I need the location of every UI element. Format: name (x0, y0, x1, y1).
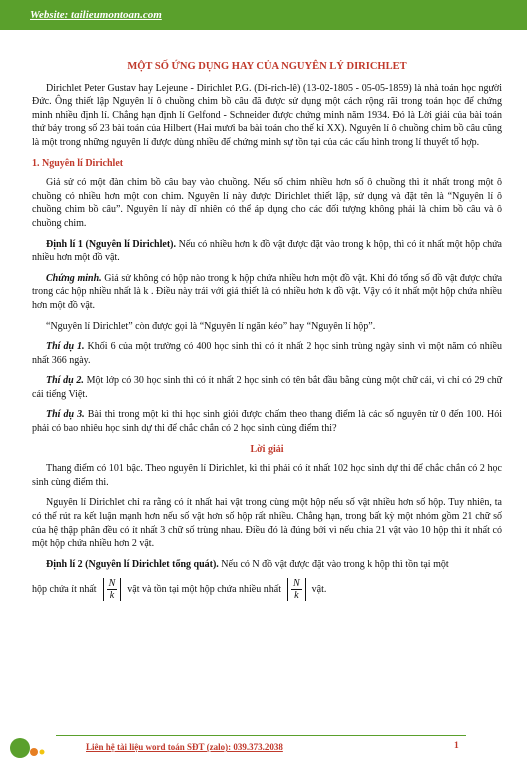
page-number: 1 (454, 741, 459, 751)
theorem-1-label: Định lí 1 (Nguyên lí Dirichlet). (46, 238, 176, 250)
formula-text-a: hộp chứa ít nhất (32, 584, 97, 596)
theorem-2-text: Nếu có N đồ vật được đặt vào trong k hộp thì tồn tại một (218, 558, 449, 570)
fraction-numerator: N (292, 578, 300, 590)
solution-paragraph-1: Thang điểm có 101 bậc. Theo nguyên lí Dirichlet, kì thi phải có ít nhất 102 học sinh dự thi để chắc chắn có 2 học sinh cùng điểm thi. (32, 463, 502, 488)
theorem-2-label: Định lí 2 (Nguyên lí Dirichlet tổng quát). (46, 558, 219, 570)
fraction-numerator: N (108, 578, 116, 590)
example-1 (32, 340, 502, 367)
formula-text-c: vật. (311, 584, 327, 596)
example-2-label: Thí dụ 2. (46, 375, 84, 387)
intro-paragraph: Dirichlet Peter Gustav hay Lejeune - Dirichlet P.G. (Di-rich-lê) (13-02-1805 - 05-05-1859) là nhà toán học người Đức. Ông thiết lập Nguyên lí ô chuồng chim bồ câu đã được sử dụng một cách rộng rãi trong toán học để chứng minh nhiều định lí. Chẳng hạn định lí Gelfond - Schneider được chứng minh năm 1934. Đó là Lời giải của bài toán thứ bảy trong số 23 bài toán của Hilbert (Hai mươi ba bài toán cho thế kỉ XX). Nguyên lí ô chuồng chim bồ câu cũng là một trong những nguyên lí được dùng nhiều để chứng minh sự tồn tại của các cấu hình trong lí thuyết tổ hợp. (32, 82, 502, 148)
solution-paragraph-2: Nguyên lí Dirichlet chỉ ra rằng có ít nhất hai vật trong cùng một hộp nếu số vật nhiều hơn số hộp. Tuy nhiên, ta có thể rút ra kết luận mạnh hơn nếu số vật hơn số hộp rất nhiều. Chẳng hạn, trong bất kỳ một nhóm gồm 21 chữ số của hệ thập phân đều có ít nhất 3 chữ số trùng nhau. Điều đó là đúng bởi vì nếu chia 21 vật vào 10 hộp thì ít nhất có một hộp chứa nhiều hơn 2 vật. (32, 497, 502, 550)
section-heading: 1. Nguyên lí Dirichlet (32, 157, 124, 169)
example-3-label: Thí dụ 3. (46, 409, 85, 421)
fraction-denominator: k (294, 590, 299, 602)
fraction-denominator: k (109, 590, 115, 602)
floor-fraction (287, 578, 306, 601)
footer-divider (56, 735, 466, 736)
example-2-text: Một lớp có 30 học sinh thì có ít nhất 2 học sinh có tên bắt đầu bằng cùng một chữ cái, vì chỉ có 29 chữ cái tiếng Việt. (32, 375, 502, 400)
proof (32, 272, 502, 313)
document-body (32, 60, 502, 601)
theorem-2 (32, 558, 502, 572)
example-1-text: Khối 6 của một trường có 400 học sinh thì có ít nhất 2 học sinh trùng ngày sinh vì một năm có nhiều nhất 366 ngày. (32, 341, 502, 366)
theorem-2-formula (32, 578, 502, 601)
proof-text: Giả sử không có hộp nào trong k hộp chứa nhiều hơn một đồ vật. Khi đó tổng số đồ vật được chứa trong các hộp nhiều nhất là k . Điều này trái với giả thiết là có nhiều hơn k đồ vật. Vậy có ít nhất một hộp chứa nhiều hơn một đồ vật. (32, 272, 503, 311)
alias-paragraph: “Nguyên lí Dirichlet” còn được gọi là “Nguyên lí ngăn kéo” hay “Nguyên lí hộp”. (46, 320, 376, 332)
proof-label: Chứng minh. (46, 272, 102, 284)
solution-heading: Lời giải (250, 443, 284, 455)
theorem-1-text: Nếu có nhiều hơn k đồ vật được đặt vào trong k hộp, thì có ít nhất một hộp chứa nhiều hơn một đồ vật. (32, 238, 502, 264)
paragraph-pigeonhole: Giả sử có một đàn chim bồ câu bay vào chuồng. Nếu số chim nhiều hơn số ô chuồng thì ít nhất trong một ô chuồng có nhiều hơn một con chim. Nguyên lí này được Dirichlet thiết lập, sử dụng và đặt tên là “Nguyên lí ô chuồng chim bồ câu”. Nguyên lí này dĩ nhiên có thể áp dụng cho các đối tượng không phải là chim bồ câu và ô chuồng chim. (32, 177, 502, 229)
example-2 (32, 374, 502, 401)
document-title: MỘT SỐ ỨNG DỤNG HAY CỦA NGUYÊN LÝ DIRICHLET (127, 61, 407, 72)
website-link[interactable]: Website: tailieumontoan.com (30, 9, 162, 21)
theorem-1 (32, 238, 502, 265)
formula-text-b: vật và tồn tại một hộp chứa nhiều nhất (127, 584, 281, 596)
example-3-text: Bài thi trong một kì thi học sinh giỏi được chấm theo thang điểm là các số nguyên từ 0 đến 100. Hỏi phải có bao nhiêu học sinh dự thi để chắc chắn có 2 học sinh cùng điểm thi? (32, 409, 502, 435)
ceiling-fraction (103, 578, 122, 601)
decorative-dots-icon (8, 732, 48, 762)
footer-contact[interactable]: Liên hệ tài liệu word toán SĐT (zalo): 039.373.2038 (86, 742, 283, 752)
header-bar (0, 0, 527, 30)
example-3 (32, 408, 502, 435)
example-1-label: Thí dụ 1. (46, 341, 85, 353)
